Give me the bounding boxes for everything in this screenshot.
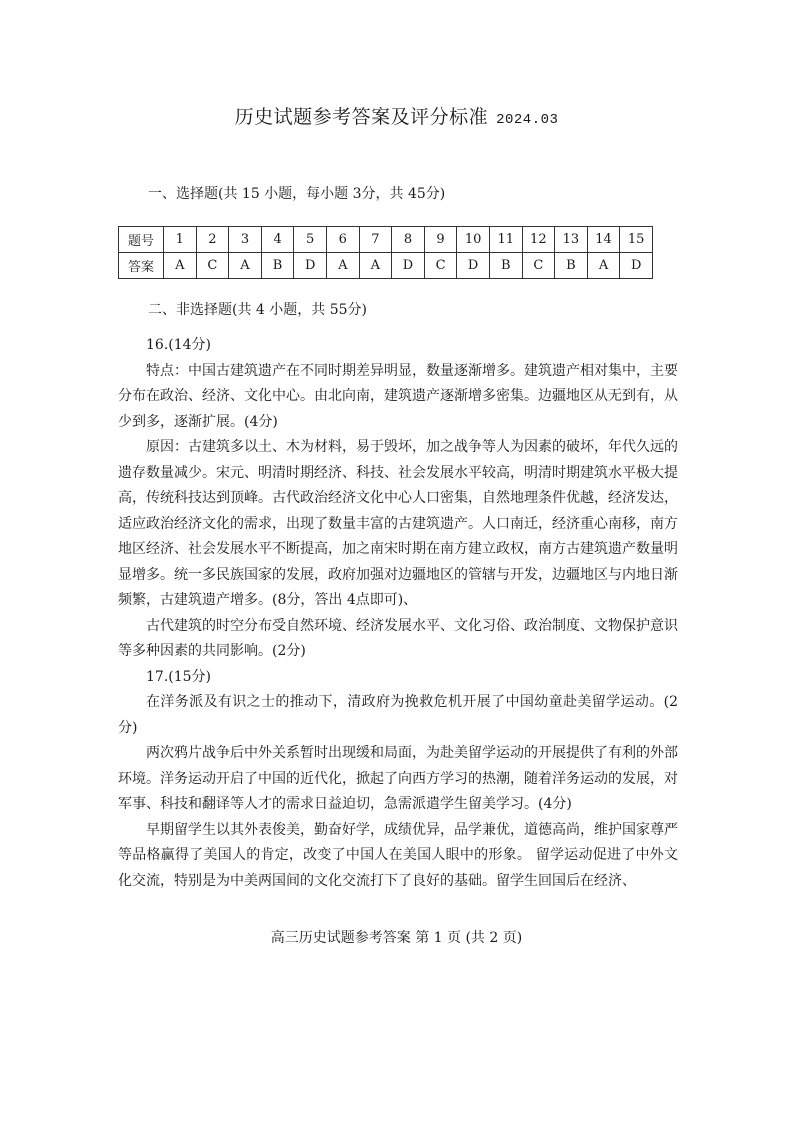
answer-cell: A bbox=[229, 253, 262, 279]
question-number-cell: 2 bbox=[196, 227, 229, 253]
question-17-para-3: 早期留学生以其外表俊美，勤奋好学，成绩优异，品学兼优，道德高尚，维护国家尊严等品格赢得了美国人的肯定，改变了中国人在美国人眼中的形象。 留学运动促进了中外文化交流，特别是为中美两国间的文化交流打下了良好的基础。留学生回国后在经济、 bbox=[118, 821, 678, 889]
section-heading-nonchoice: 二、非选择题(共 4 小题，共 55分) bbox=[148, 302, 367, 318]
answer-cell: B bbox=[489, 253, 522, 279]
question-number-cell: 5 bbox=[294, 227, 327, 253]
question-number-cell: 11 bbox=[489, 227, 522, 253]
question-number-cell: 7 bbox=[359, 227, 392, 253]
answer-cell: A bbox=[359, 253, 392, 279]
question-number-cell: 4 bbox=[261, 227, 294, 253]
answer-cell: A bbox=[326, 253, 359, 279]
answer-table bbox=[118, 226, 653, 279]
page-footer: 高三历史试题参考答案 第 1 页 (共 2 页) bbox=[270, 930, 523, 946]
section-heading-choice: 一、选择题(共 15 小题，每小题 3分，共 45分) bbox=[148, 186, 446, 202]
question-number-cell: 3 bbox=[229, 227, 262, 253]
question-17-para-1: 在洋务派及有识之士的推动下，清政府为挽救危机开展了中国幼童赴美留学运动。(2分) bbox=[118, 694, 678, 736]
answer-cell: A bbox=[587, 253, 620, 279]
answer-cell: D bbox=[620, 253, 653, 279]
question-number-cell: 15 bbox=[620, 227, 653, 253]
title-date: 2024.03 bbox=[496, 112, 559, 128]
question-number-cell: 8 bbox=[392, 227, 425, 253]
row-label-number: 题号 bbox=[119, 227, 164, 253]
answer-cell: B bbox=[261, 253, 294, 279]
answer-cell: C bbox=[424, 253, 457, 279]
answer-cell: D bbox=[294, 253, 327, 279]
answer-cell: D bbox=[392, 253, 425, 279]
answer-cell: C bbox=[522, 253, 555, 279]
answer-cell: C bbox=[196, 253, 229, 279]
question-number-cell: 6 bbox=[326, 227, 359, 253]
question-17-label: 17.(15分) bbox=[146, 668, 212, 685]
answer-cell: B bbox=[555, 253, 588, 279]
question-number-cell: 9 bbox=[424, 227, 457, 253]
question-16-reasons: 原因：古建筑多以土、木为材料，易于毁坏，加之战争等人为因素的破坏，年代久远的遗存数量减少。宋元、明清时期经济、科技、社会发展水平较高，明清时期建筑水平极大提高，传统科技达到顶峰。古代政治经济文化中心人口密集，自然地理条件优越，经济发达，适应政治经济文化的需求，出现了数量丰富的古建筑遗产。人口南迁，经济重心南移，南方地区经济、社会发展水平不断提高，加之南宋时期在南方建立政权，南方古建筑遗产数量明显增多。统一多民族国家的发展，政府加强对边疆地区的管辖与开发，边疆地区与内地日渐频繁，古建筑遗产增多。(8分，答出 4点即可)、 bbox=[118, 439, 678, 608]
question-16-label: 16.(14分) bbox=[146, 337, 212, 353]
table-row-numbers bbox=[119, 227, 653, 253]
table-row-answers bbox=[119, 253, 653, 279]
answer-cell: A bbox=[164, 253, 197, 279]
question-17-para-2: 两次鸦片战争后中外关系暂时出现缓和局面，为赴美留学运动的开展提供了有利的外部环境。洋务运动开启了中国的近代化，掀起了向西方学习的热潮，随着洋务运动的发展，对军事、科技和翻译等人才的需求日益迫切，急需派遣学生留美学习。(4分) bbox=[118, 745, 678, 812]
title-text: 历史试题参考答案及评分标准 bbox=[234, 106, 489, 128]
page-title bbox=[0, 102, 793, 129]
question-16-features: 特点：中国古建筑遗产在不同时期差异明显，数量逐渐增多。建筑遗产相对集中，主要分布在政治、经济、文化中心。由北向南，建筑遗产逐渐增多密集。边疆地区从无到有，从少到多，逐渐扩展。(4分) bbox=[118, 362, 678, 430]
question-number-cell: 12 bbox=[522, 227, 555, 253]
question-number-cell: 1 bbox=[164, 227, 197, 253]
question-number-cell: 14 bbox=[587, 227, 620, 253]
question-number-cell: 10 bbox=[457, 227, 490, 253]
row-label-answer: 答案 bbox=[119, 253, 164, 279]
answer-cell: D bbox=[457, 253, 490, 279]
question-number-cell: 13 bbox=[555, 227, 588, 253]
question-16-conclusion: 古代建筑的时空分布受自然环境、经济发展水平、文化习俗、政治制度、文物保护意识等多种因素的共同影响。(2分) bbox=[118, 617, 678, 659]
answer-body bbox=[118, 333, 678, 894]
